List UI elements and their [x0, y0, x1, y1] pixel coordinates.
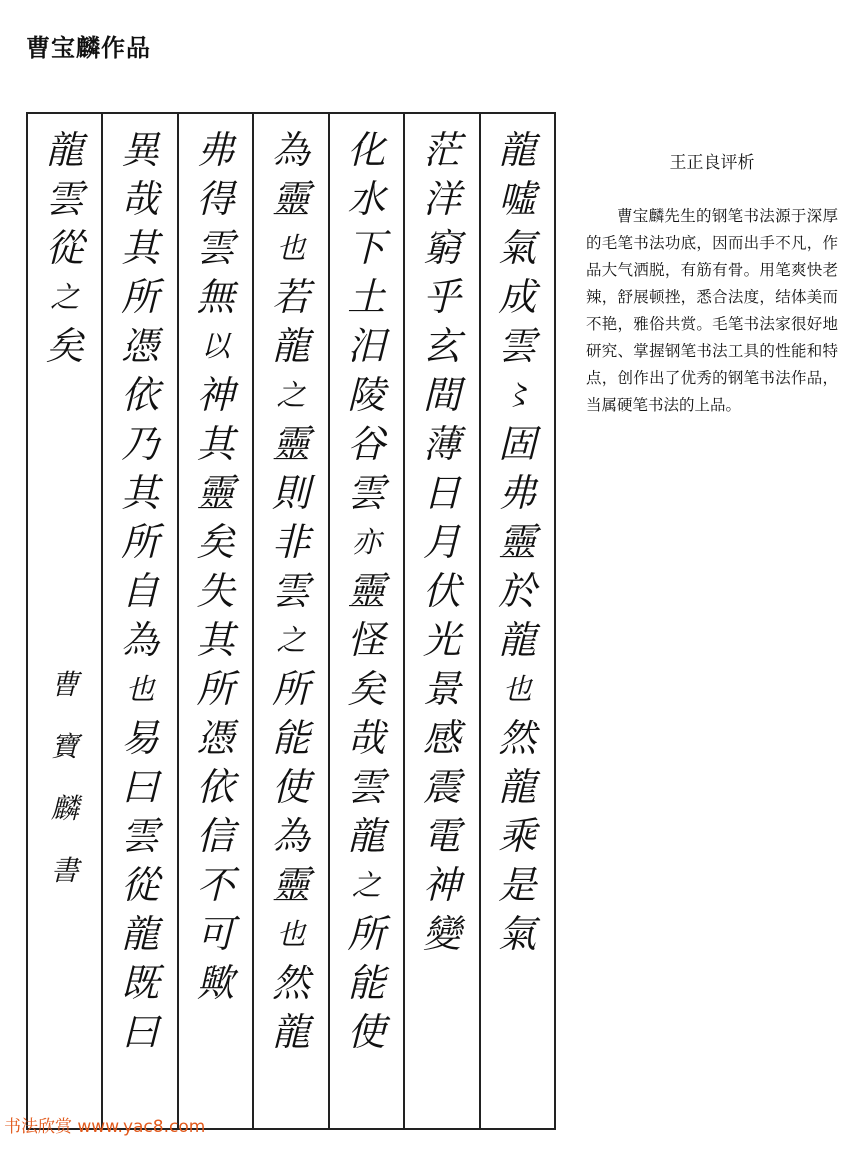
calligraphy-column: 龍 雲 從 之 矣 曹 寶 麟 書	[26, 114, 101, 1128]
calligraphy-column: 弗 得 雲 無 以 神 其 靈 矣 失 其 所 憑 依 信 不 可 歟	[177, 114, 252, 1128]
signature: 曹 寶 麟 書	[50, 668, 79, 887]
calligraphy-column: 化 水 下 土 汨 陵 谷 雲 亦 靈 怪 矣 哉 雲 龍 之 所 能 使	[328, 114, 403, 1128]
calligraphy-column: 龍 噓 氣 成 雲 〻 固 弗 靈 於 龍 也 然 龍 乘 是 氣	[479, 114, 556, 1128]
calligraphy-scroll	[26, 112, 556, 1130]
page-title: 曹宝麟作品	[26, 34, 151, 62]
calligraphy-column: 茫 洋 窮 乎 玄 間 薄 日 月 伏 光 景 感 震 電 神 變	[403, 114, 478, 1128]
commentary-body: 曹宝麟先生的钢笔书法源于深厚的毛笔书法功底，因而出手不凡，作品大气洒脱，有筋有骨。用笔爽快老辣，舒展顿挫，悉合法度，结体美而不艳，雅俗共赏。毛笔书法家很好地研究、掌握钢笔书法工具的性能和特点，创作出了优秀的钢笔书法作品，当属硬笔书法的上品。	[586, 207, 838, 414]
calligraphy-column: 異 哉 其 所 憑 依 乃 其 所 自 為 也 易 曰 雲 從 龍 既 曰	[101, 114, 176, 1128]
calligraphy-column: 為 靈 也 若 龍 之 靈 則 非 雲 之 所 能 使 為 靈 也 然 龍	[252, 114, 327, 1128]
commentary-title: 王正良评析	[669, 153, 755, 173]
commentary-panel	[586, 148, 838, 419]
site-watermark[interactable]: 书法欣赏 www.yac8.com	[4, 1117, 206, 1137]
